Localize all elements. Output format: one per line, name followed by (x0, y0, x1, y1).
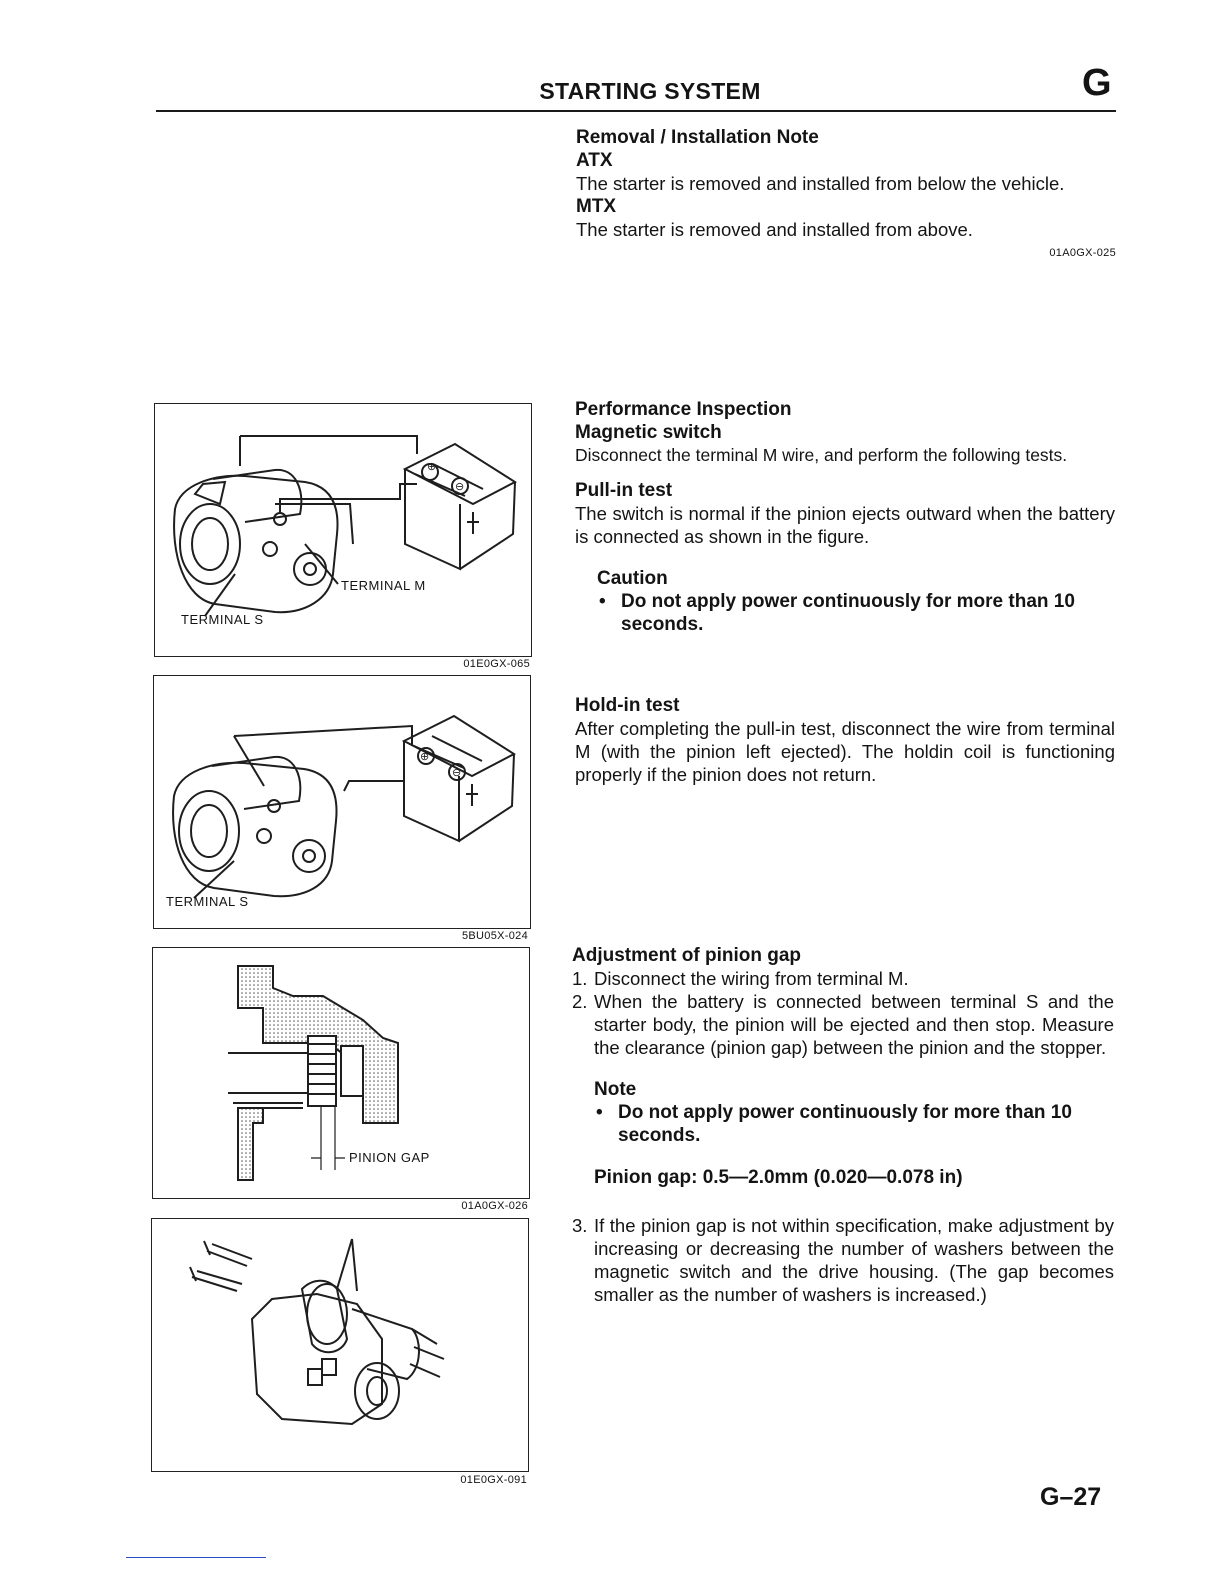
washer-adjustment-figure (151, 1218, 529, 1472)
terminal-s-label: TERMINAL S (181, 612, 264, 627)
plus-terminal-icon: ⊕ (427, 461, 437, 473)
fig3-code: 01A0GX-026 (461, 1200, 528, 1212)
minus-terminal-icon: ⊖ (455, 481, 465, 493)
caution-block (597, 567, 1115, 636)
washer-adjustment-illustration (152, 1219, 528, 1471)
magnetic-switch-heading: Magnetic switch (575, 422, 722, 443)
page-number: G–27 (1040, 1483, 1102, 1511)
step-text: If the pinion gap is not within specification, make adjustment by increasing or decreasing the number of washers between the magnetic switch and the drive housing. (The gap becomes smaller as the number of washers is increased.) (594, 1215, 1114, 1305)
plus-terminal-icon: ⊕ (420, 751, 430, 763)
page-title: STARTING SYSTEM (539, 78, 761, 104)
fig4-code: 01E0GX-091 (460, 1474, 527, 1486)
note-block (594, 1078, 1114, 1147)
holdin-test-figure (153, 675, 531, 929)
step-text: Disconnect the wiring from terminal M. (594, 968, 909, 989)
header-rule (156, 110, 1116, 112)
removal-code: 01A0GX-025 (1049, 247, 1116, 259)
performance-intro: Disconnect the terminal M wire, and perform the following tests. (575, 445, 1068, 465)
mtx-label: MTX (576, 196, 617, 217)
minus-terminal-icon: ⊖ (452, 767, 462, 779)
pullin-text: The switch is normal if the pinion ejects outward when the battery is connected as shown in the figure. (575, 503, 1115, 547)
pinion-gap-label: PINION GAP (349, 1150, 430, 1165)
fig1-code: 01E0GX-065 (463, 658, 530, 670)
pullin-test-figure (154, 403, 532, 657)
step-number: 1. (572, 968, 588, 989)
adjustment-steps (572, 967, 1114, 1059)
removal-section (576, 126, 1116, 241)
atx-text: The starter is removed and installed from below the vehicle. (576, 173, 1065, 194)
atx-label: ATX (576, 150, 613, 171)
section-letter: G (1082, 62, 1112, 104)
performance-heading: Performance Inspection (575, 399, 792, 420)
step-2 (572, 990, 1114, 1059)
terminal-m-label: TERMINAL M (341, 578, 426, 593)
caution-heading: Caution (597, 568, 668, 589)
caution-bullet: • Do not apply power continuously for more than 10 seconds. (597, 590, 1115, 636)
step-text: When the battery is connected between terminal S and the starter body, the pinion will be ejected and then stop. Measure the clearance (pinion gap) between the pinion and the stopper. (594, 991, 1114, 1058)
holdin-heading: Hold-in test (575, 695, 680, 716)
mtx-text: The starter is removed and installed from above. (576, 219, 973, 240)
adjustment-heading: Adjustment of pinion gap (572, 945, 802, 966)
removal-heading: Removal / Installation Note (576, 127, 819, 148)
step-3 (572, 1214, 1114, 1306)
fig2-code: 5BU05X-024 (462, 930, 528, 942)
step-1 (572, 967, 1114, 990)
holdin-text: After completing the pull-in test, disconnect the wire from terminal M (with the pinion left ejected). The holdin coil is functioning properly if the pinion does not return. (575, 718, 1115, 785)
note-bullet: • Do not apply power continuously for more than 10 seconds. (594, 1101, 1114, 1147)
holdin-test-illustration (154, 676, 530, 928)
pinion-gap-figure (152, 947, 530, 1199)
terminal-s-label: TERMINAL S (166, 894, 249, 909)
holdin-section (575, 694, 1115, 786)
adjustment-section (572, 944, 1114, 1306)
pinion-gap-illustration (153, 948, 529, 1198)
step-number: 3. (572, 1215, 588, 1236)
note-heading: Note (594, 1079, 637, 1100)
footer-rule (126, 1557, 266, 1558)
performance-section (575, 398, 1115, 636)
step-number: 2. (572, 991, 588, 1012)
pinion-gap-spec: Pinion gap: 0.5—2.0mm (0.020—0.078 in) (594, 1167, 963, 1188)
adjustment-steps-continued (572, 1214, 1114, 1306)
pullin-heading: Pull-in test (575, 480, 673, 501)
